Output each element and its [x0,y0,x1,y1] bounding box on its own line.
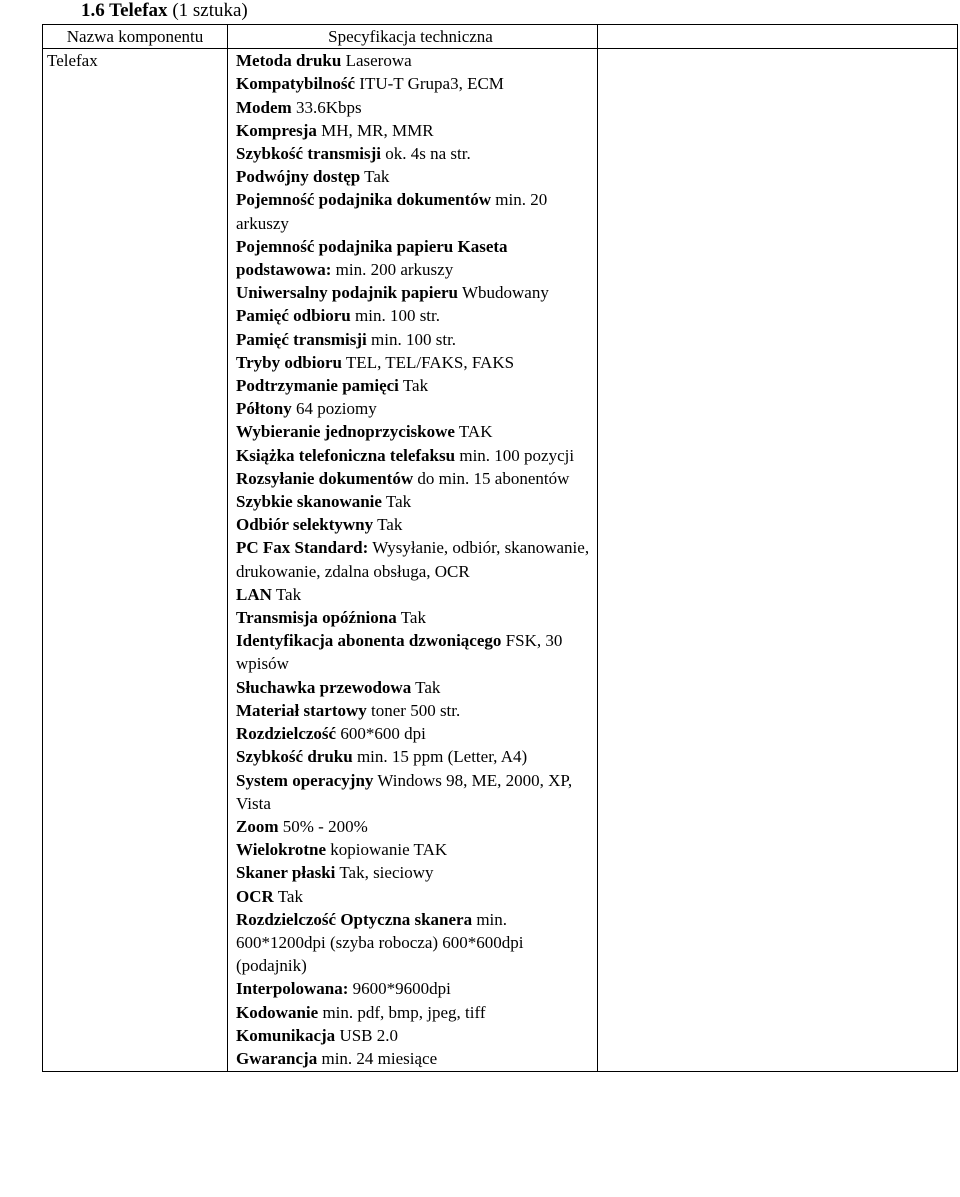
spec-label: Uniwersalny podajnik papieru [236,283,458,303]
spec-value: 50% - 200% [282,816,368,836]
spec-value: min. 600*1200dpi (szyba robocza) 600*600dpi (podajnik) [236,909,524,976]
spec-label: Metoda druku [236,51,342,71]
spec-item [236,885,593,908]
spec-label: Słuchawka przewodowa [236,677,412,697]
spec-value: 33.6Kbps [295,97,362,117]
spec-label: Gwarancja [236,1048,318,1068]
spec-label: Transmisja opóźniona [236,608,397,628]
spec-value: min. 24 miesiące [321,1048,438,1068]
spec-value: 9600*9600dpi [352,979,451,999]
section-count: (1 sztuka) [172,0,248,21]
spec-label: Odbiór selektywny [236,515,374,535]
spec-value: Tak [377,515,403,535]
spec-label: System operacyjny [236,770,374,790]
table-header-row [43,25,958,49]
spec-item [236,304,593,327]
spec-label: Pojemność podajnika papieru Kaseta podstawowa: [236,236,508,280]
spec-value: kopiowanie TAK [330,840,448,860]
blank-cell [598,49,958,1072]
spec-item [236,328,593,351]
spec-item [236,142,593,165]
spec-value: FSK, 30 wpisów [236,631,563,674]
spec-item [236,536,593,582]
table-row [43,49,958,1072]
spec-item [236,1024,593,1047]
spec-item [236,397,593,420]
spec-item [236,467,593,490]
spec-value: Laserowa [345,51,412,71]
spec-value: Tak [385,492,412,512]
spec-label: Zoom [236,816,279,836]
column-header-blank [598,25,958,49]
spec-value: min. 20 arkuszy [236,190,548,233]
spec-label: OCR [236,886,274,906]
spec-label: LAN [236,584,272,604]
spec-item [236,420,593,443]
spec-list [228,49,598,1072]
spec-label: Tryby odbioru [236,352,342,372]
spec-value: Tak [275,584,302,604]
spec-value: min. pdf, bmp, jpeg, tiff [322,1002,486,1022]
spec-item [236,96,593,119]
spec-item [236,745,593,768]
section-title: 1.6 Telefax [81,0,168,21]
spec-label: Kodowanie [236,1002,319,1022]
spec-label: Rozdzielczość [236,724,337,744]
column-header-spec: Specyfikacja techniczna [228,25,598,49]
spec-label: Podtrzymanie pamięci [236,376,399,396]
spec-value: Tak [415,677,441,697]
spec-label: Skaner płaski [236,863,336,883]
spec-value: ok. 4s na str. [385,144,471,164]
spec-label: Identyfikacja abonenta dzwoniącego [236,631,502,651]
spec-value: Tak [277,886,303,906]
spec-label: Interpolowana: [236,979,349,999]
spec-item [236,351,593,374]
spec-label: Pamięć odbioru [236,306,351,326]
spec-label: Wybieranie jednoprzyciskowe [236,422,455,442]
spec-item [236,374,593,397]
spec-label: Kompatybilność [236,74,356,94]
spec-value: Windows 98, ME, 2000, XP, Vista [236,770,573,813]
spec-item [236,838,593,861]
spec-item [236,119,593,142]
spec-label: Materiał startowy [236,700,367,720]
spec-value: 64 poziomy [295,399,377,419]
spec-value: TEL, TEL/FAKS, FAKS [345,352,515,372]
spec-label: Rozdzielczość Optyczna skanera [236,909,473,929]
spec-value: min. 100 pozycji [459,445,575,465]
spec-label: Kompresja [236,120,317,140]
spec-value: ITU-T Grupa3, ECM [359,74,504,94]
spec-value: Tak, sieciowy [339,863,434,883]
spec-label: Wielokrotne [236,840,327,860]
spec-value: Tak [402,376,429,396]
spec-value: min. 100 str. [355,306,441,326]
spec-item [236,606,593,629]
spec-value: USB 2.0 [339,1025,399,1045]
spec-item [236,513,593,536]
spec-item [236,908,593,978]
spec-value: min. 100 str. [371,329,457,349]
spec-item [236,629,593,675]
spec-value: 600*600 dpi [340,724,426,744]
spec-item [236,699,593,722]
spec-item [236,165,593,188]
spec-item [236,676,593,699]
spec-value: min. 200 arkuszy [335,260,454,280]
spec-value: MH, MR, MMR [321,120,434,140]
spec-item [236,977,593,1000]
spec-label: Rozsyłanie dokumentów [236,468,414,488]
spec-label: Podwójny dostęp [236,167,361,187]
column-header-component: Nazwa komponentu [43,25,228,49]
spec-item [236,1001,593,1024]
spec-item [236,444,593,467]
spec-item [236,72,593,95]
spec-item [236,861,593,884]
spec-value: Wbudowany [461,283,549,303]
spec-label: Pojemność podajnika dokumentów [236,190,492,210]
spec-value: Tak [400,608,426,628]
spec-item [236,1047,593,1070]
spec-value: min. 15 ppm (Letter, A4) [356,747,528,767]
spec-item [236,281,593,304]
spec-label: Szybkie skanowanie [236,492,382,512]
spec-table [42,24,958,1072]
spec-label: Komunikacja [236,1025,336,1045]
spec-label: PC Fax Standard: [236,538,369,558]
spec-item [236,235,593,281]
spec-item [236,815,593,838]
spec-item [236,722,593,745]
component-name: Telefax [43,49,228,1072]
spec-value: do min. 15 abonentów [417,468,570,488]
spec-label: Szybkość transmisji [236,144,381,164]
spec-label: Pamięć transmisji [236,329,367,349]
spec-label: Modem [236,97,292,117]
spec-item [236,188,593,234]
spec-value: TAK [458,422,493,442]
spec-item [236,49,593,72]
spec-item [236,490,593,513]
spec-value: Wysyłanie, odbiór, skanowanie, drukowanie, zdalna obsługa, OCR [236,538,590,581]
spec-value: Tak [364,167,390,187]
spec-item [236,769,593,815]
spec-label: Półtony [236,399,292,419]
spec-label: Książka telefoniczna telefaksu [236,445,456,465]
spec-label: Szybkość druku [236,747,353,767]
spec-value: toner 500 str. [371,700,461,720]
section-heading [81,0,248,22]
spec-item [236,583,593,606]
